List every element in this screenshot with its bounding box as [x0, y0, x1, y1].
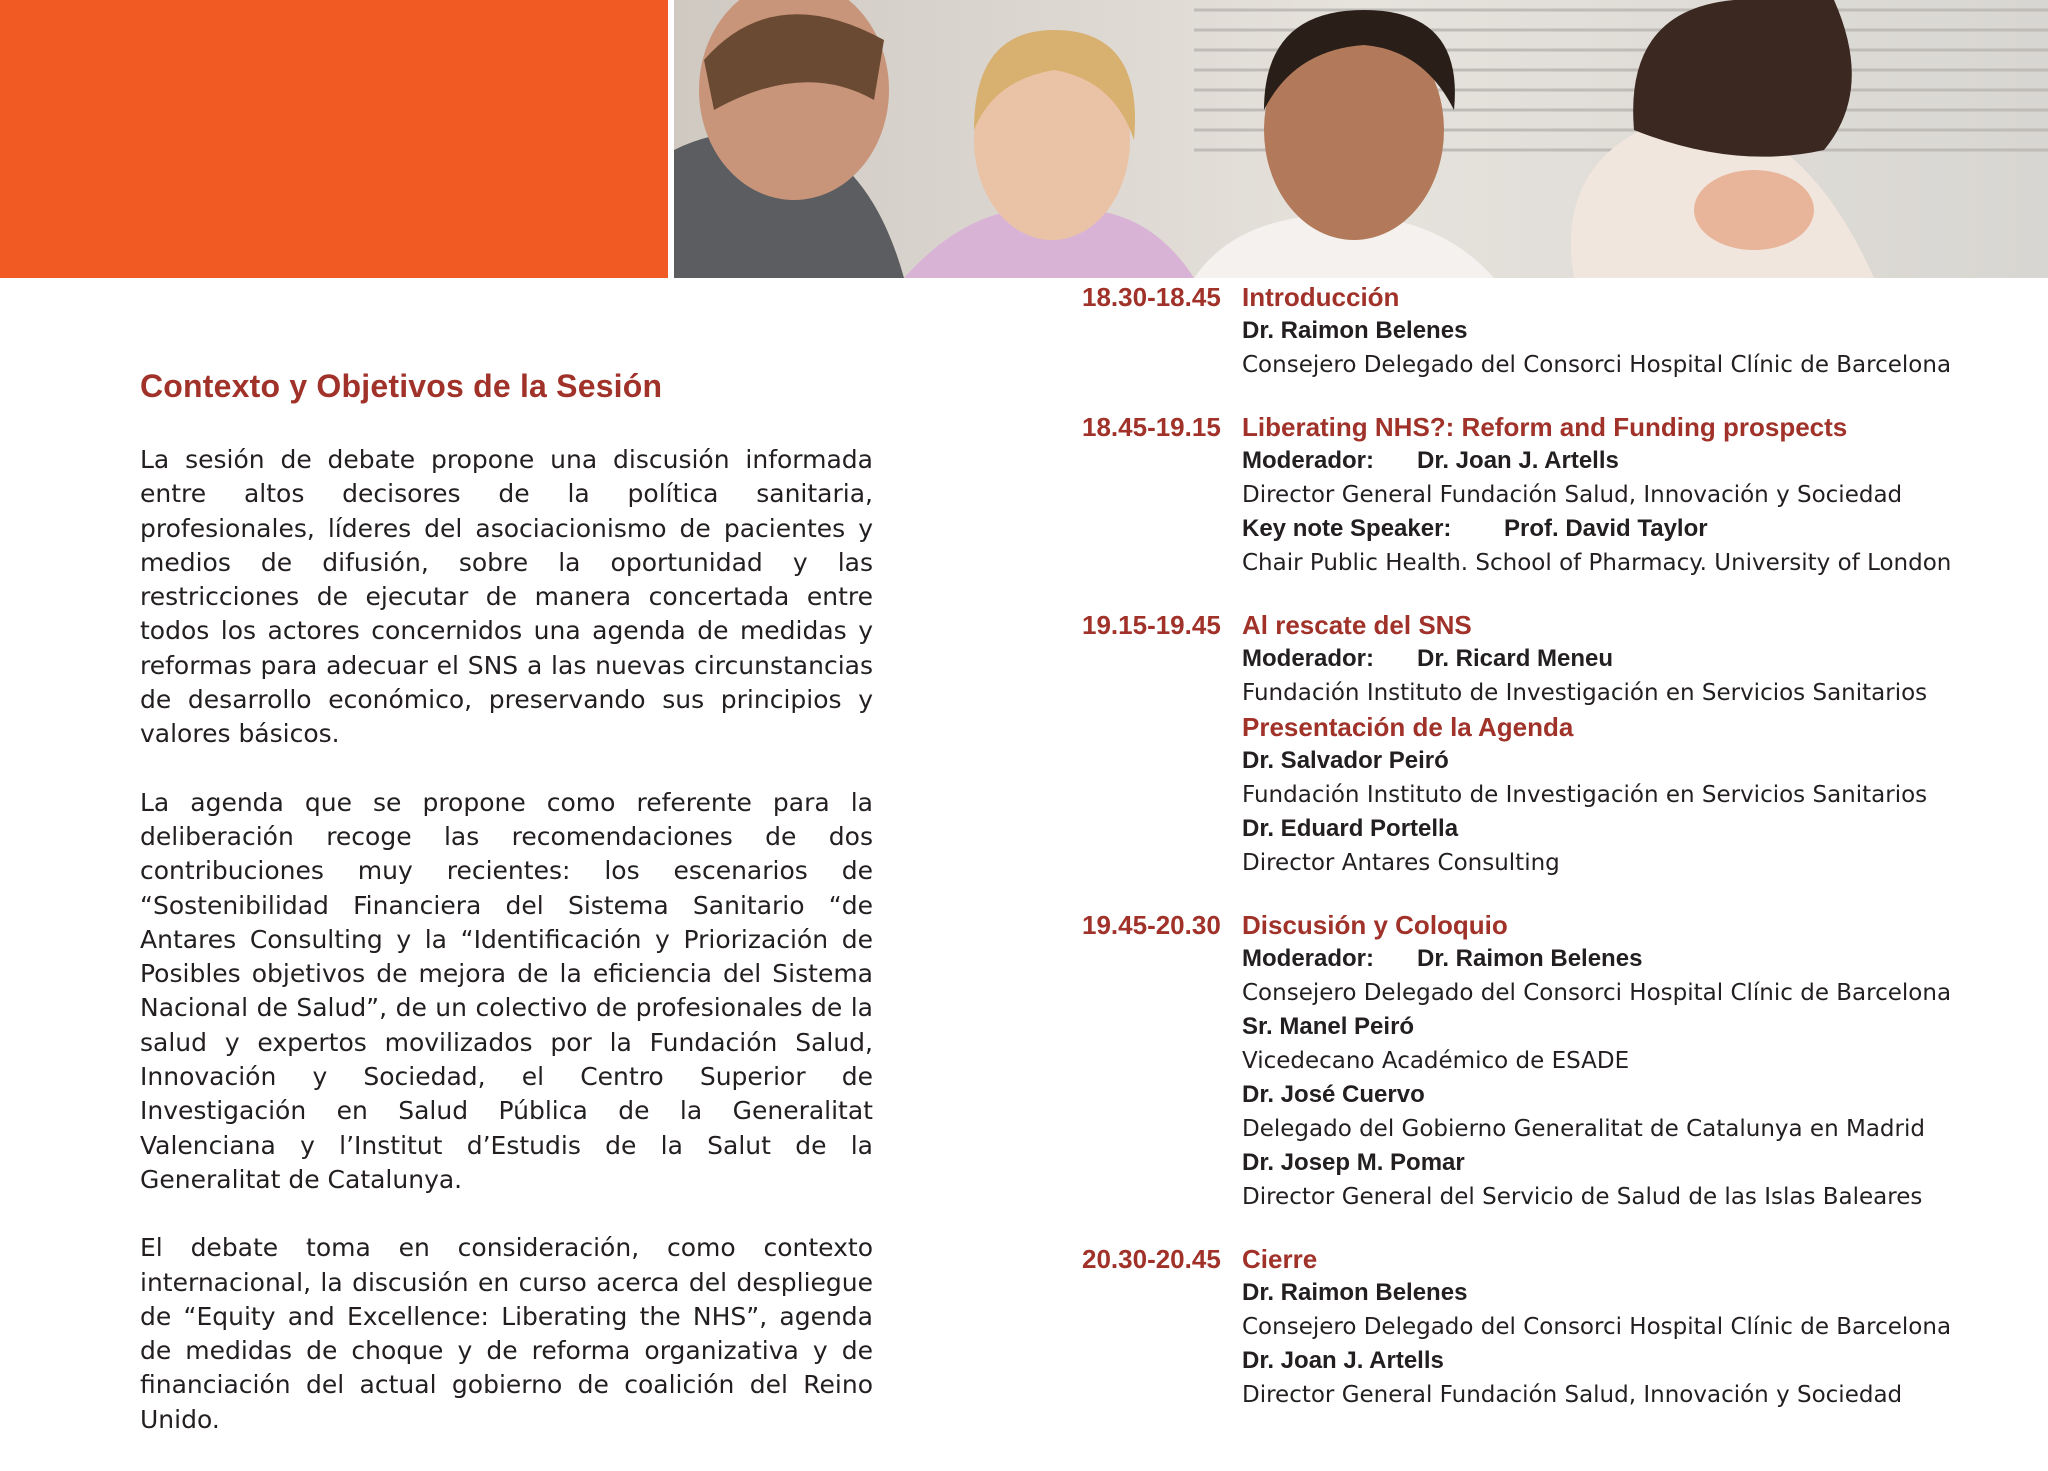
session-title: Introducción: [1242, 282, 1400, 312]
speaker-name: Dr. Eduard Portella: [1242, 815, 1459, 842]
speaker-name: Sr. Manel Peiró: [1242, 1013, 1415, 1040]
session-liberating-nhs: [1082, 410, 2042, 580]
session-time: 19.15-19.45: [1082, 610, 1221, 640]
role-label: Moderador:: [1242, 447, 1374, 474]
speaker-name: Dr. Joan J. Artells: [1417, 447, 1619, 474]
speaker-affiliation: Director General del Servicio de Salud de las Islas Baleares: [1242, 1184, 1923, 1210]
session-cierre: [1082, 1242, 2042, 1412]
session-discusion: [1082, 908, 2042, 1214]
speaker-affiliation: Fundación Instituto de Investigación en Servicios Sanitarios: [1242, 782, 1928, 808]
session-time: 18.45-19.15: [1082, 412, 1221, 442]
speaker-name: Dr. Raimon Belenes: [1242, 1279, 1468, 1306]
speaker-affiliation: Director General Fundación Salud, Innovación y Sociedad: [1242, 482, 1903, 508]
speaker-name: Prof. David Taylor: [1504, 515, 1708, 542]
session-time: 18.30-18.45: [1082, 282, 1221, 312]
speaker-affiliation: Delegado del Gobierno Generalitat de Catalunya en Madrid: [1242, 1116, 1925, 1142]
session-title: Discusión y Coloquio: [1242, 910, 1508, 940]
orange-color-block: [0, 0, 668, 278]
speaker-name: Dr. Joan J. Artells: [1242, 1347, 1444, 1374]
speaker-affiliation: Consejero Delegado del Consorci Hospital Clínic de Barcelona: [1242, 980, 1952, 1006]
speaker-affiliation: Consejero Delegado del Consorci Hospital Clínic de Barcelona: [1242, 352, 1952, 378]
meeting-photo: [674, 0, 2048, 278]
moderator-line: [1242, 444, 2042, 478]
role-label: Moderador:: [1242, 945, 1374, 972]
speaker-affiliation: Fundación Instituto de Investigación en Servicios Sanitarios: [1242, 680, 1928, 706]
speaker-name: Dr. Josep M. Pomar: [1242, 1149, 1465, 1176]
session-title: Liberating NHS?: Reform and Funding prospects: [1242, 412, 1848, 442]
speaker-affiliation: Consejero Delegado del Consorci Hospital Clínic de Barcelona: [1242, 1314, 1952, 1340]
speaker-affiliation: Director Antares Consulting: [1242, 850, 1560, 876]
session-introduccion: [1082, 280, 2042, 382]
speaker-name: Dr. Ricard Meneu: [1417, 645, 1614, 672]
role-label: Moderador:: [1242, 645, 1374, 672]
moderator-line: [1242, 942, 2042, 976]
speaker-name: Dr. Salvador Peiró: [1242, 747, 1449, 774]
session-rescate-sns: [1082, 608, 2042, 880]
moderator-line: [1242, 642, 2042, 676]
session-subtitle: Presentación de la Agenda: [1242, 712, 1574, 742]
context-section: [140, 368, 873, 1471]
session-time: 19.45-20.30: [1082, 910, 1221, 940]
keynote-line: [1242, 512, 2042, 546]
paragraph-1: La sesión de debate propone una discusión informada entre altos decisores de la política sanitaria, profesionales, líderes del asociacionismo de pacientes y medios de difusión, sobre la oportunidad y las restricciones de ejecutar de manera concertada entre todos los actores concernidos una agenda de medidas y reformas para adecuar el SNS a las nuevas circunstancias de desarrollo económico, preservando sus principios y valores básicos.: [140, 445, 873, 749]
speaker-name: Dr. Raimon Belenes: [1242, 317, 1468, 344]
paragraph-3: El debate toma en consideración, como contexto internacional, la discusión en curso acerca del despliegue de “Equity and Excellence: Liberating the NHS”, agenda de medidas de choque y de reforma organizativa y de financiación del actual gobierno de coalición del Reino Unido.: [140, 1233, 873, 1434]
session-time: 20.30-20.45: [1082, 1244, 1221, 1274]
section-heading: Contexto y Objetivos de la Sesión: [140, 368, 663, 404]
program-schedule: [1082, 280, 2042, 1440]
paragraph-2: La agenda que se propone como referente para la deliberación recoge las recomendaciones de dos contribuciones muy recientes: los escenarios de “Sostenibilidad Financiera del Sistema Sanitario “de Antares Consulting y la “Identificación y Priorización de Posibles objetivos de mejora de la eficiencia del Sistema Nacional de Salud”, de un colectivo de profesionales de la salud y expertos movilizados por la Fundación Salud, Innovación y Sociedad, el Centro Superior de Investigación en Salud Pública de la Generalitat Valenciana y l’Institut d’Estudis de la Salut de la Generalitat de Catalunya.: [140, 787, 873, 1194]
speaker-affiliation: Director General Fundación Salud, Innovación y Sociedad: [1242, 1382, 1903, 1408]
role-label: Key note Speaker:: [1242, 515, 1452, 542]
speaker-name: Dr. Raimon Belenes: [1417, 945, 1643, 972]
session-title: Cierre: [1242, 1244, 1318, 1274]
session-title: Al rescate del SNS: [1242, 610, 1472, 640]
speaker-affiliation: Chair Public Health. School of Pharmacy. University of London: [1242, 550, 1952, 576]
speaker-affiliation: Vicedecano Académico de ESADE: [1242, 1048, 1630, 1074]
speaker-name: Dr. José Cuervo: [1242, 1081, 1425, 1108]
